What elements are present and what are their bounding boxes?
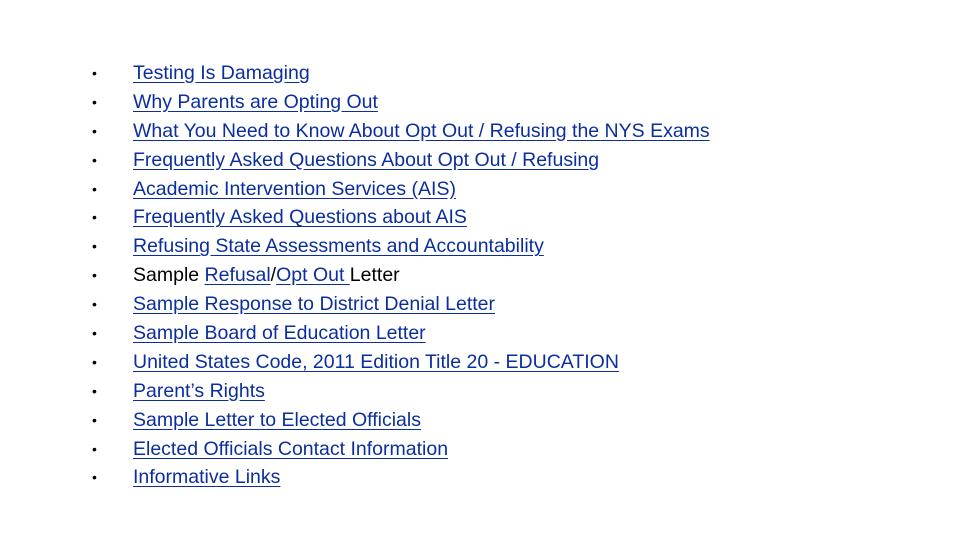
link-district-denial-response[interactable]: Sample Response to District Denial Letter — [133, 293, 495, 316]
link-informative-links[interactable]: Informative Links — [133, 466, 281, 489]
link-what-you-need-to-know[interactable]: What You Need to Know About Opt Out / Refusing the NYS Exams — [133, 119, 710, 142]
bullet-icon: • — [92, 267, 97, 284]
bullet-icon: • — [92, 93, 97, 110]
link-faq-opt-out[interactable]: Frequently Asked Questions About Opt Out / Refusing — [133, 148, 600, 171]
bullet-icon: • — [92, 411, 97, 428]
bullet-icon: • — [92, 65, 97, 81]
link-testing-is-damaging[interactable]: Testing Is Damaging — [133, 62, 310, 84]
link-board-of-education-letter[interactable]: Sample Board of Education Letter — [133, 322, 426, 345]
link-why-parents-opting-out[interactable]: Why Parents are Opting Out — [133, 90, 378, 113]
bullet-icon: • — [92, 382, 97, 399]
letter-suffix-text: Letter — [349, 264, 400, 287]
sample-prefix-text: Sample — [133, 264, 205, 287]
bullet-icon: • — [92, 469, 97, 486]
bullet-icon: • — [92, 180, 97, 197]
link-us-code-title-20[interactable]: United States Code, 2011 Edition Title 20 - EDUCATION — [133, 350, 619, 373]
bullet-icon: • — [92, 209, 97, 226]
bullet-icon: • — [92, 296, 97, 313]
link-refusing-assessments[interactable]: Refusing State Assessments and Accountability — [133, 235, 544, 258]
link-faq-ais[interactable]: Frequently Asked Questions about AIS — [133, 206, 467, 229]
bullet-icon: • — [92, 325, 97, 342]
link-parents-rights[interactable]: Parent’s Rights — [133, 379, 265, 402]
bullet-icon: • — [92, 122, 97, 139]
link-ais[interactable]: Academic Intervention Services (AIS) — [133, 177, 456, 200]
bullet-icon: • — [92, 238, 97, 255]
link-elected-officials-contact[interactable]: Elected Officials Contact Information — [133, 437, 449, 460]
bullet-icon: • — [92, 353, 97, 370]
link-letter-to-elected-officials[interactable]: Sample Letter to Elected Officials — [133, 408, 421, 431]
slash-text: / — [270, 264, 277, 287]
bullet-icon: • — [92, 151, 97, 168]
bullet-icon: • — [92, 440, 97, 457]
link-refusal[interactable]: Refusal — [204, 264, 271, 287]
link-opt-out[interactable]: Opt Out — [276, 264, 350, 287]
